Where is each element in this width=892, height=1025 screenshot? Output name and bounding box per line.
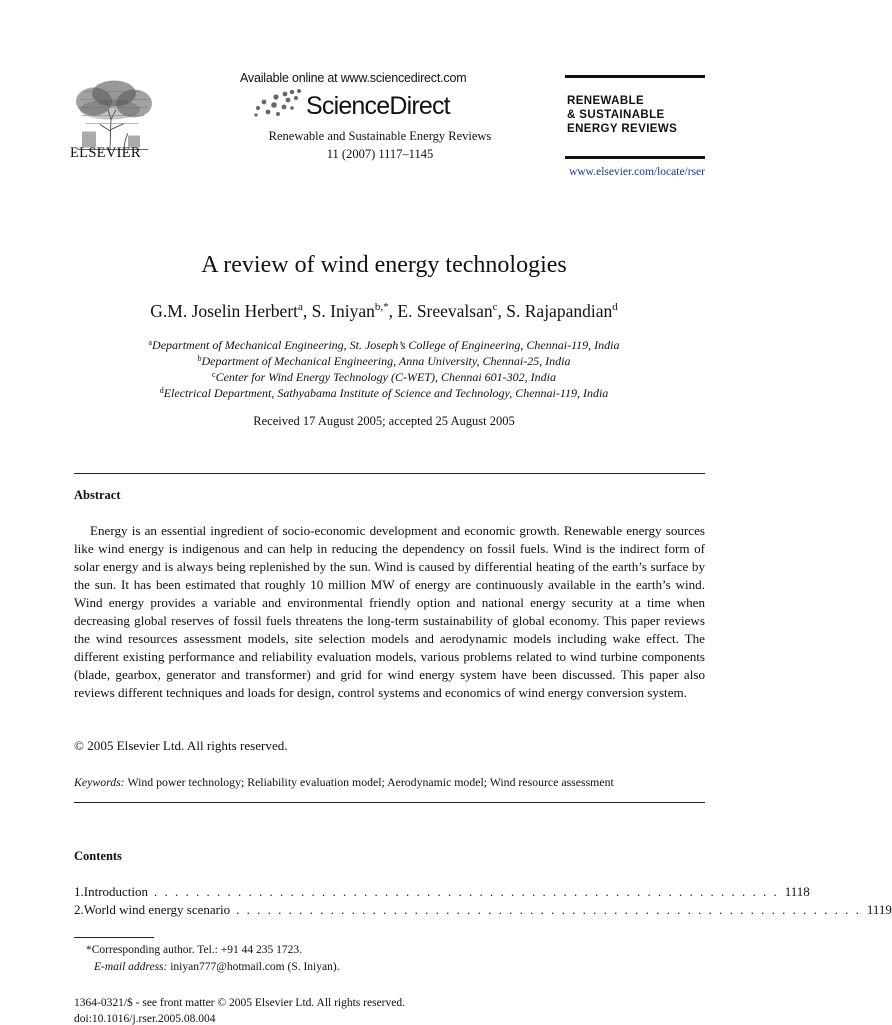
- toc-entry[interactable]: [74, 884, 810, 900]
- issn-line: 1364-0321/$ - see front matter © 2005 Elsevier Ltd. All rights reserved.: [74, 997, 405, 1009]
- toc-number: 1.: [74, 884, 84, 899]
- author-separator: ,: [497, 301, 507, 321]
- journal-logo: [567, 94, 677, 136]
- toc-label: World wind energy scenario: [83, 902, 231, 917]
- journal-logo-line: RENEWABLE: [567, 95, 645, 107]
- keywords: [74, 775, 614, 790]
- abstract-heading: Abstract: [74, 488, 121, 502]
- divider: [74, 802, 705, 803]
- publisher-name: ELSEVIER: [70, 145, 141, 161]
- journal-logo-rule-bottom: [565, 156, 705, 159]
- author-affiliation-mark: d: [612, 301, 618, 313]
- article-title: A review of wind energy technologies: [201, 252, 567, 278]
- sciencedirect-dots-icon: [252, 88, 304, 118]
- author-affiliation-mark: b,*: [374, 301, 389, 313]
- author-affiliation-mark: c: [492, 301, 498, 313]
- available-online-text: Available online at www.sciencedirect.com: [240, 71, 467, 85]
- author-name: E. Sreevalsan: [397, 301, 493, 321]
- abstract-body: Energy is an essential ingredient of socio-economic development and economic growth. Renewable energy sources like wind energy is indigenous and can help in reducing the dependency on fossil fuels. Wind is the indirect form of solar energy and is always being replenished by the sun. Wind is caused by differential heating of the earth’s surface by the sun. It has been estimated that roughly 10 million MW of energy are continuously available in the earth’s wind. Wind energy provides a variable and environmental friendly option and national energy security at a time when decreasing global reserves of fossil fuels threatens the long-term sustainability of global economy. This paper reviews the wind resources assessment models, site selection models and aerodynamic models including wake effect. The different existing performance and reliability evaluation models, various problems related to wind turbine components (blade, gearbox, generator and transformer) and grid for wind energy system have been discussed. This paper also reviews different techniques and loads for design, control systems and economics of wind energy conversion system.: [74, 523, 705, 700]
- email-address[interactable]: iniyan777@hotmail.com (S. Iniyan).: [170, 961, 340, 973]
- received-dates: Received 17 August 2005; accepted 25 August 2005: [253, 414, 515, 428]
- author-affiliation-mark: a: [298, 301, 303, 313]
- affiliation-text: Center for Wind Energy Technology (C-WET), Chennai 601-302, India: [215, 370, 556, 384]
- affiliation-mark: b: [197, 354, 202, 363]
- journal-logo-rule-top: [565, 75, 705, 78]
- abstract-copyright: © 2005 Elsevier Ltd. All rights reserved.: [74, 738, 288, 753]
- corresponding-author-note: *Corresponding author. Tel.: +91 44 235 1723.: [86, 944, 302, 956]
- toc-page: 1118: [784, 884, 810, 899]
- affiliation: [0, 370, 768, 385]
- toc-page: 1119: [866, 902, 892, 917]
- keywords-label: Keywords:: [74, 775, 125, 789]
- author-list: [0, 301, 768, 322]
- toc-leader-dots: . . . . . . . . . . . . . . . . . . . . . . . . . . . . . . . . . . . . . . . . . . . . . . . . . . . . . . . . . . . .: [236, 902, 861, 917]
- affiliation: [0, 354, 768, 369]
- keywords-text: Wind power technology; Reliability evaluation model; Aerodynamic model; Wind resource assessment: [127, 775, 614, 789]
- journal-logo-line: ENERGY REVIEWS: [567, 123, 678, 135]
- footnote-rule: [74, 937, 154, 938]
- email-note: [94, 961, 340, 973]
- journal-logo-line: & SUSTAINABLE: [567, 109, 665, 121]
- affiliation: [0, 338, 768, 353]
- doi-line[interactable]: doi:10.1016/j.rser.2005.08.004: [74, 1013, 216, 1025]
- affiliation-text: Department of Mechanical Engineering, Anna University, Chennai-25, India: [201, 354, 571, 368]
- affiliation-mark: d: [159, 386, 164, 395]
- author-name: G.M. Joselin Herbert: [150, 301, 299, 321]
- divider: [74, 473, 705, 474]
- author-separator: ,: [302, 301, 312, 321]
- affiliation: [0, 386, 768, 401]
- affiliation-mark: c: [212, 370, 216, 379]
- sciencedirect-logo-text: ScienceDirect: [306, 92, 450, 120]
- author-separator: ,: [388, 301, 398, 321]
- toc-number: 2.: [74, 902, 84, 917]
- journal-url-link[interactable]: www.elsevier.com/locate/rser: [569, 166, 705, 178]
- contents-heading: Contents: [74, 849, 122, 863]
- affiliation-mark: a: [148, 338, 153, 347]
- author-name: S. Iniyan: [311, 301, 375, 321]
- affiliation-text: Department of Mechanical Engineering, St. Joseph’s College of Engineering, Chennai-119, India: [152, 338, 620, 352]
- author-name: S. Rajapandian: [506, 301, 613, 321]
- email-label: E-mail address:: [94, 961, 168, 973]
- volume-info: 11 (2007) 1117–1145: [326, 147, 434, 161]
- toc-leader-dots: . . . . . . . . . . . . . . . . . . . . . . . . . . . . . . . . . . . . . . . . . . . . . . . . . . . . . . . . . . . .: [154, 884, 779, 899]
- toc-label: Introduction: [83, 884, 149, 899]
- affiliation-text: Electrical Department, Sathyabama Institute of Science and Technology, Chennai-119, India: [163, 386, 609, 400]
- journal-name: Renewable and Sustainable Energy Reviews: [268, 129, 492, 143]
- toc-entry[interactable]: [74, 902, 892, 918]
